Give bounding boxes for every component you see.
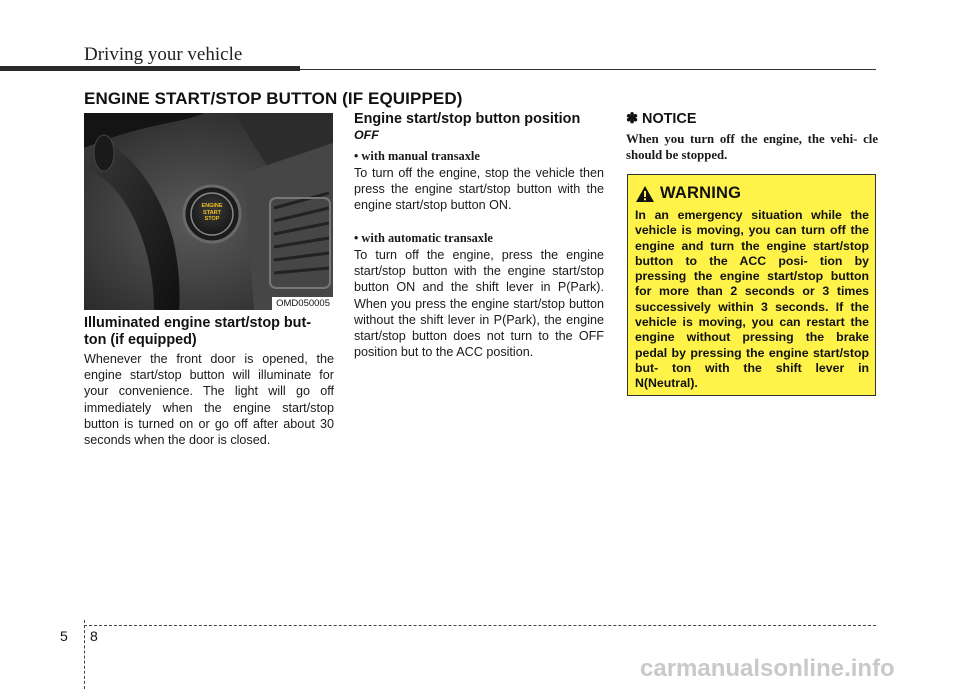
page-number: 8 — [90, 628, 98, 644]
manual-transaxle-label: • with manual transaxle — [354, 149, 480, 163]
section-title: ENGINE START/STOP BUTTON (IF EQUIPPED) — [84, 89, 463, 108]
warning-box — [627, 174, 876, 396]
manual-transaxle-text: To turn off the engine, stop the vehicle then press the engine start/stop button with the engine start/stop button ON. — [354, 166, 604, 213]
illuminated-button-heading: Illuminated engine start/stop but- ton (if equipped) — [84, 315, 312, 348]
off-position-label: OFF — [354, 128, 379, 142]
warning-text: In an emergency situation while the vehicle is moving, you can turn off the engine and turn the engine start/stop button to the ACC posi- tion by pressing the engine start/stop button for more than 2 seconds or 3 times successively within 3 seconds. If the vehicle is moving, you can restart the engine without pressing the brake pedal by pressing the engine start/stop but- ton with the shift lever in N(Neutral). — [635, 208, 869, 391]
button-position-heading: Engine start/stop button position — [354, 111, 581, 127]
automatic-transaxle-label: • with automatic transaxle — [354, 231, 493, 245]
page-section-number: 5 — [60, 628, 68, 644]
header-rule — [300, 69, 876, 70]
warning-triangle-icon — [636, 186, 654, 202]
photo-caption: OMD050005 — [272, 297, 333, 310]
illuminated-button-body: Whenever the front door is opened, the engine start/stop button will illuminate for your convenience. The light will go off immediately when the engine start/stop button is turned on or go off after about 30 seconds when the door is closed. — [84, 352, 334, 448]
footer-rule — [84, 625, 876, 626]
warning-header — [636, 184, 741, 203]
header-bar — [0, 66, 300, 71]
header-title: Driving your vehicle — [84, 44, 243, 65]
start-stop-button-label: ENGINE START STOP — [201, 203, 223, 222]
engine-button-photo — [84, 113, 333, 310]
notice-heading: ✽ NOTICE — [626, 111, 697, 127]
footer-divider — [84, 620, 85, 689]
automatic-transaxle-text: To turn off the engine, press the engine start/stop button with the engine start/stop button ON and the shift lever in P(Park). When you press the engine start/stop button without the shift lever in P(Park), the engine start/stop button does not turn to the OFF position but to the ACC position. — [354, 248, 604, 360]
warning-title: WARNING — [660, 184, 742, 202]
watermark: carmanualsonline.info — [640, 655, 895, 682]
notice-body: When you turn off the engine, the vehi- cle should be stopped. — [626, 132, 878, 162]
